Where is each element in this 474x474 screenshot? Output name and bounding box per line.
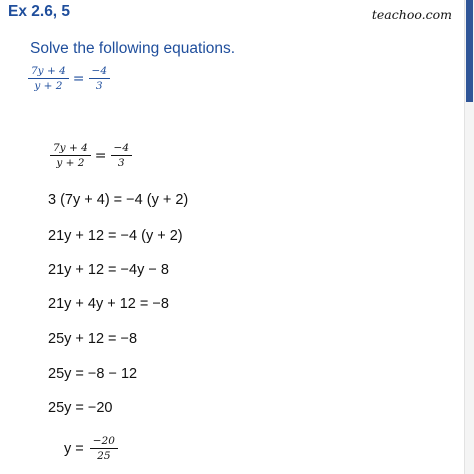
solution-rhs-denominator: 3 [117,157,125,170]
question-instruction: Solve the following equations. [30,40,236,57]
fraction-bar [50,155,91,156]
solution-lhs-denominator: y + 2 [56,157,85,170]
fraction-bar [90,448,118,449]
exercise-title: Ex 2.6, 5 [8,3,71,20]
question-rhs-fraction [89,65,110,92]
question-rhs-numerator: −4 [91,65,107,77]
final-answer-lhs: y = [64,440,84,457]
solution-step: 25y = −20 [48,400,113,416]
question-lhs-denominator: y + 2 [34,80,63,93]
question-lhs-fraction [28,65,69,92]
scrollbar-thumb[interactable] [466,0,473,102]
equals-sign: = [94,147,107,164]
fraction-bar [89,78,110,79]
final-answer-fraction [90,435,118,462]
question-equation [28,65,110,92]
fraction-bar [111,155,132,156]
solution-step: 21y + 12 = −4 (y + 2) [48,228,183,244]
solution-rhs-numerator: −4 [113,142,129,154]
solution-step: 25y + 12 = −8 [48,331,138,347]
fraction-bar [28,78,69,79]
solution-rhs-fraction [111,142,132,169]
vertical-scrollbar[interactable] [464,0,474,474]
final-answer [64,435,118,462]
question-lhs-numerator: 7y + 4 [31,65,66,77]
solution-lhs-numerator: 7y + 4 [53,142,88,154]
question-rhs-denominator: 3 [95,80,103,93]
final-answer-numerator: −20 [92,435,115,447]
solution-step: 21y + 12 = −4y − 8 [48,262,169,278]
final-answer-denominator: 25 [97,450,111,463]
brand-watermark: teachoo.com [371,7,452,22]
solution-step: 21y + 4y + 12 = −8 [48,296,169,312]
equals-sign: = [72,70,85,87]
solution-step: 3 (7y + 4) = −4 (y + 2) [48,192,189,208]
solution-lhs-fraction [50,142,91,169]
solution-start-equation [50,142,132,169]
solution-step: 25y = −8 − 12 [48,366,138,382]
